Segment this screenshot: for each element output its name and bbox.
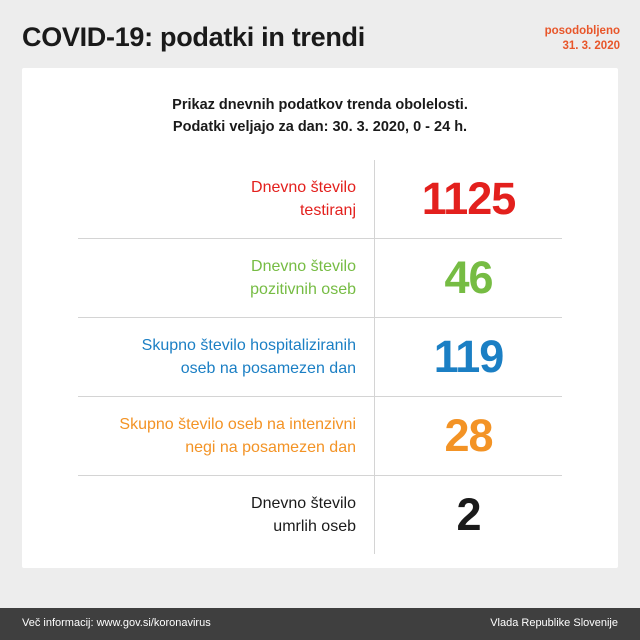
row-value: 119 (374, 318, 562, 396)
row-label (78, 176, 374, 222)
card-subtitle-line2: Podatki veljajo za dan: 30. 3. 2020, 0 - 24 h. (172, 119, 468, 135)
table-row (78, 160, 562, 239)
row-label-line2: umrlih oseb (273, 518, 356, 535)
row-label (78, 492, 374, 538)
row-label-line1: Dnevno število (251, 179, 356, 196)
card-subtitle (22, 94, 618, 138)
card-subtitle-line1: Prikaz dnevnih podatkov trenda obolelosti. (172, 97, 468, 113)
footer-organization: Vlada Republike Slovenije (490, 617, 618, 629)
row-value: 1125 (374, 160, 562, 238)
row-label (78, 413, 374, 459)
table-row (78, 476, 562, 554)
table-row (78, 318, 562, 397)
table-row (78, 239, 562, 318)
row-label (78, 334, 374, 380)
updated-label: posodobljeno (544, 25, 620, 37)
footer (0, 608, 640, 640)
row-value: 2 (374, 476, 562, 554)
updated-stamp (545, 24, 620, 54)
row-label-line1: Dnevno število (251, 258, 356, 275)
data-card (22, 68, 618, 568)
row-label-line1: Skupno število oseb na intenzivni (119, 416, 356, 433)
row-label-line1: Dnevno število (251, 495, 356, 512)
row-label (78, 255, 374, 301)
page-title: COVID-19: podatki in trendi (22, 22, 365, 52)
table-row (78, 397, 562, 476)
row-label-line2: pozitivnih oseb (250, 281, 356, 298)
updated-date: 31. 3. 2020 (562, 40, 620, 52)
row-label-line2: oseb na posamezen dan (180, 360, 356, 377)
row-value: 46 (374, 239, 562, 317)
row-label-line2: testiranj (299, 202, 356, 219)
stats-table (78, 160, 562, 554)
row-label-line2: negi na posamezen dan (185, 439, 356, 456)
row-label-line1: Skupno število hospitaliziranih (141, 337, 356, 354)
footer-info-link[interactable]: Več informacij: www.gov.si/koronavirus (22, 617, 211, 629)
row-value: 28 (374, 397, 562, 475)
header (0, 16, 640, 62)
